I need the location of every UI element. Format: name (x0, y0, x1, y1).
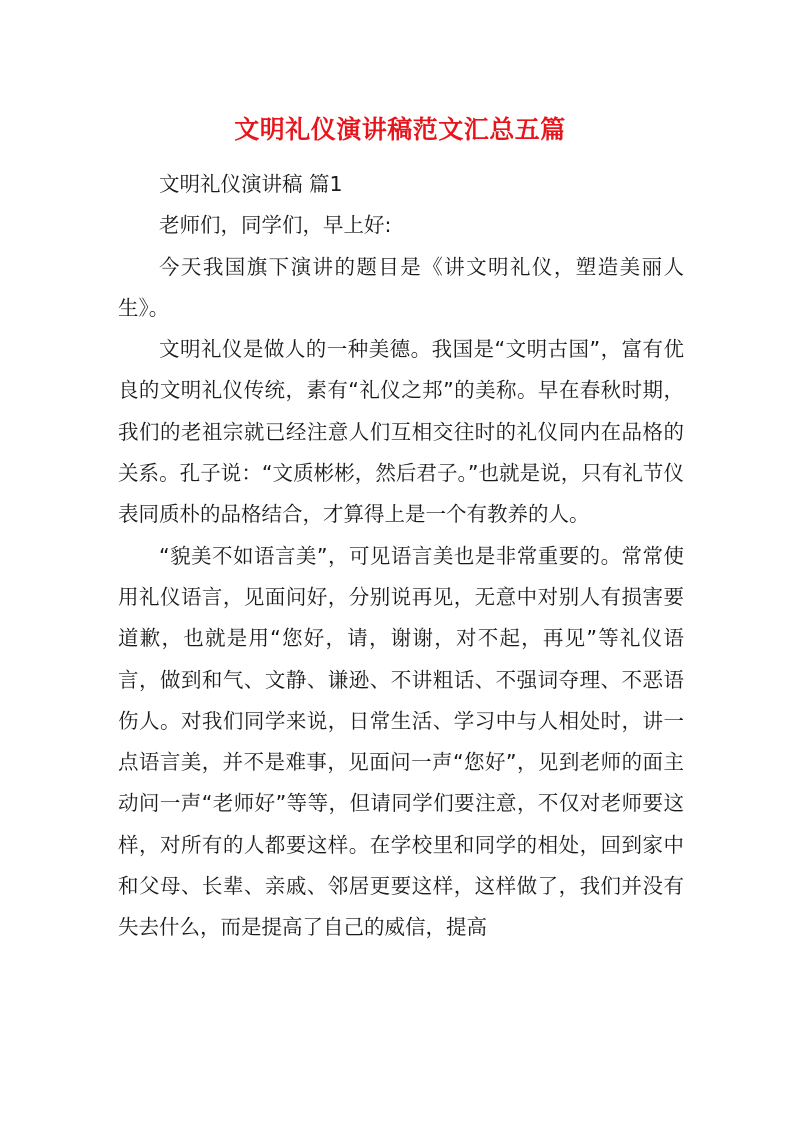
topic-paragraph: 今天我国旗下演讲的题目是《讲文明礼仪，塑造美丽人生》。 (118, 254, 684, 320)
section-heading: 文明礼仪演讲稿 篇1 (159, 172, 343, 196)
greeting-paragraph: 老师们，同学们，早上好: (159, 213, 392, 238)
document-body (118, 164, 684, 949)
body-paragraph: 文明礼仪是做人的一种美德。我国是“文明古国”，富有优良的文明礼仪传统，素有“礼仪之邦”的美称。早在春秋时期，我们的老祖宗就已经注意人们互相交往时的礼仪同内在品格的关系。孔子说：“文质彬彬，然后君子。”也就是说，只有礼节仪表同质朴的品格结合，才算得上是一个有教养的人。 (118, 337, 684, 527)
body-paragraph: “貌美不如语言美”，可见语言美也是非常重要的。常常使用礼仪语言，见面问好，分别说再见，无意中对别人有损害要道歉，也就是用“您好，请，谢谢，对不起，再见”等礼仪语言，做到和气、文静、谦逊、不讲粗话、不强词夺理、不恶语伤人。对我们同学来说，日常生活、学习中与人相处时，讲一点语言美，并不是难事，见面问一声“您好”，见到老师的面主动问一声“老师好”等等，但请同学们要注意，不仅对老师要这样，对所有的人都要这样。在学校里和同学的相处，回到家中和父母、长辈、亲戚、邻居更要这样，这样做了，我们并没有失去什么，而是提高了自己的威信，提高 (118, 543, 684, 940)
document-title: 文明礼仪演讲稿范文汇总五篇 (234, 115, 566, 144)
